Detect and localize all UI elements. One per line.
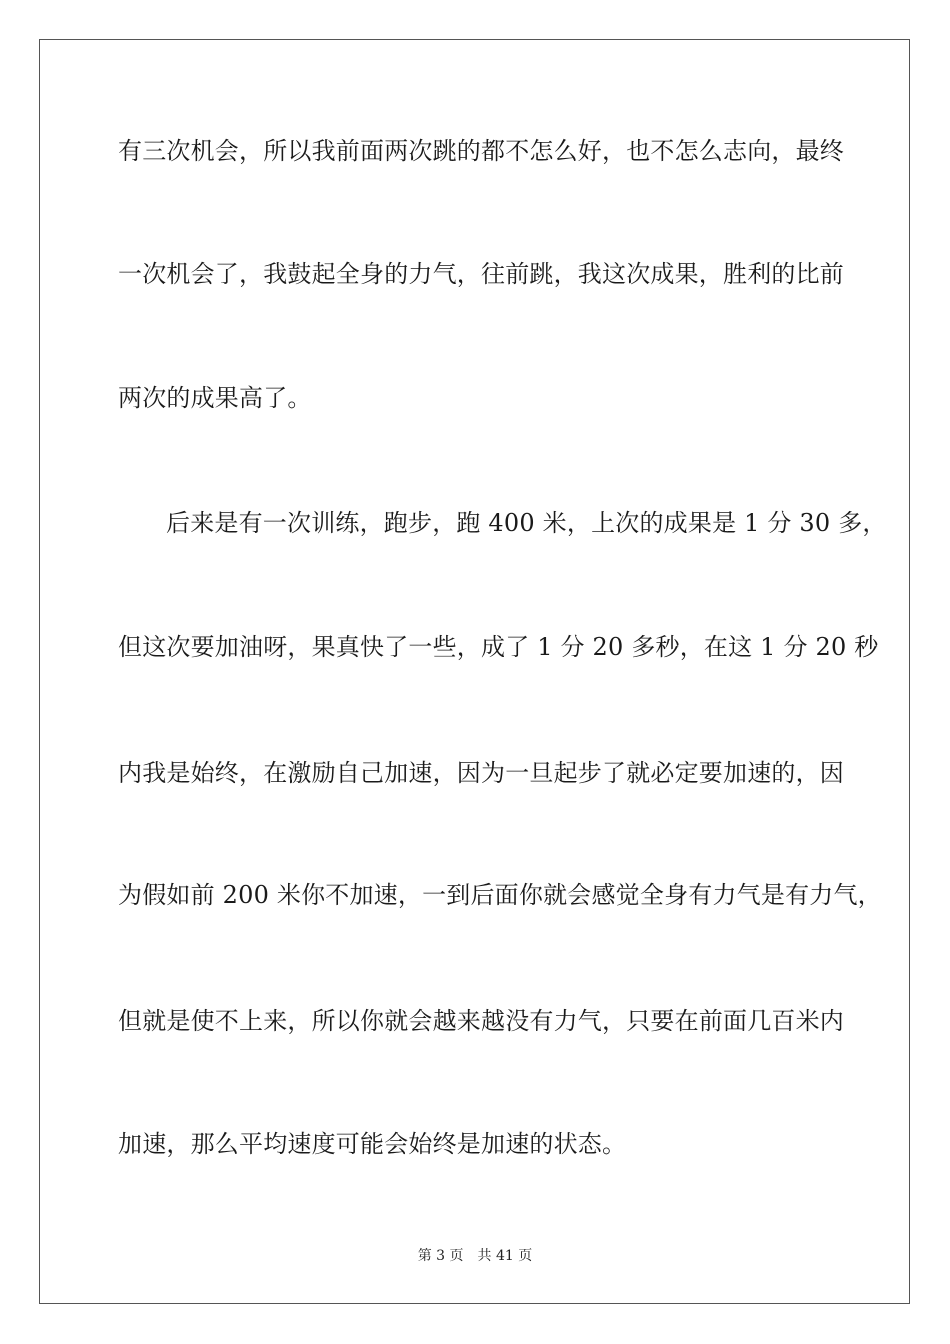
- paragraph-first-line: 后来是有一次训练，跑步，跑 400 米，上次的成果是 1 分 30 多，: [166, 509, 887, 537]
- body-text-line: 加速，那么平均速度可能会始终是加速的状态。: [118, 1130, 627, 1158]
- page-border: [39, 39, 910, 1304]
- body-text-line: 但这次要加油呀，果真快了一些，成了 1 分 20 多秒，在这 1 分 20 秒: [118, 633, 879, 661]
- body-text-line: 内我是始终，在激励自己加速，因为一旦起步了就必定要加速的，因: [118, 759, 844, 787]
- body-text-line: 两次的成果高了。: [118, 384, 312, 412]
- body-text-line: 一次机会了，我鼓起全身的力气，往前跳，我这次成果，胜利的比前: [118, 260, 844, 288]
- body-text-line: 有三次机会，所以我前面两次跳的都不怎么好，也不怎么志向，最终: [118, 137, 844, 165]
- page-footer: [0, 1247, 950, 1265]
- page-number-current: 第 3 页: [417, 1248, 464, 1264]
- body-text-line: 但就是使不上来，所以你就会越来越没有力气，只要在前面几百米内: [118, 1007, 844, 1035]
- body-text-line: 为假如前 200 米你不加速，一到后面你就会感觉全身有力气是有力气，: [118, 881, 882, 909]
- page-number-total: 共 41 页: [477, 1248, 533, 1264]
